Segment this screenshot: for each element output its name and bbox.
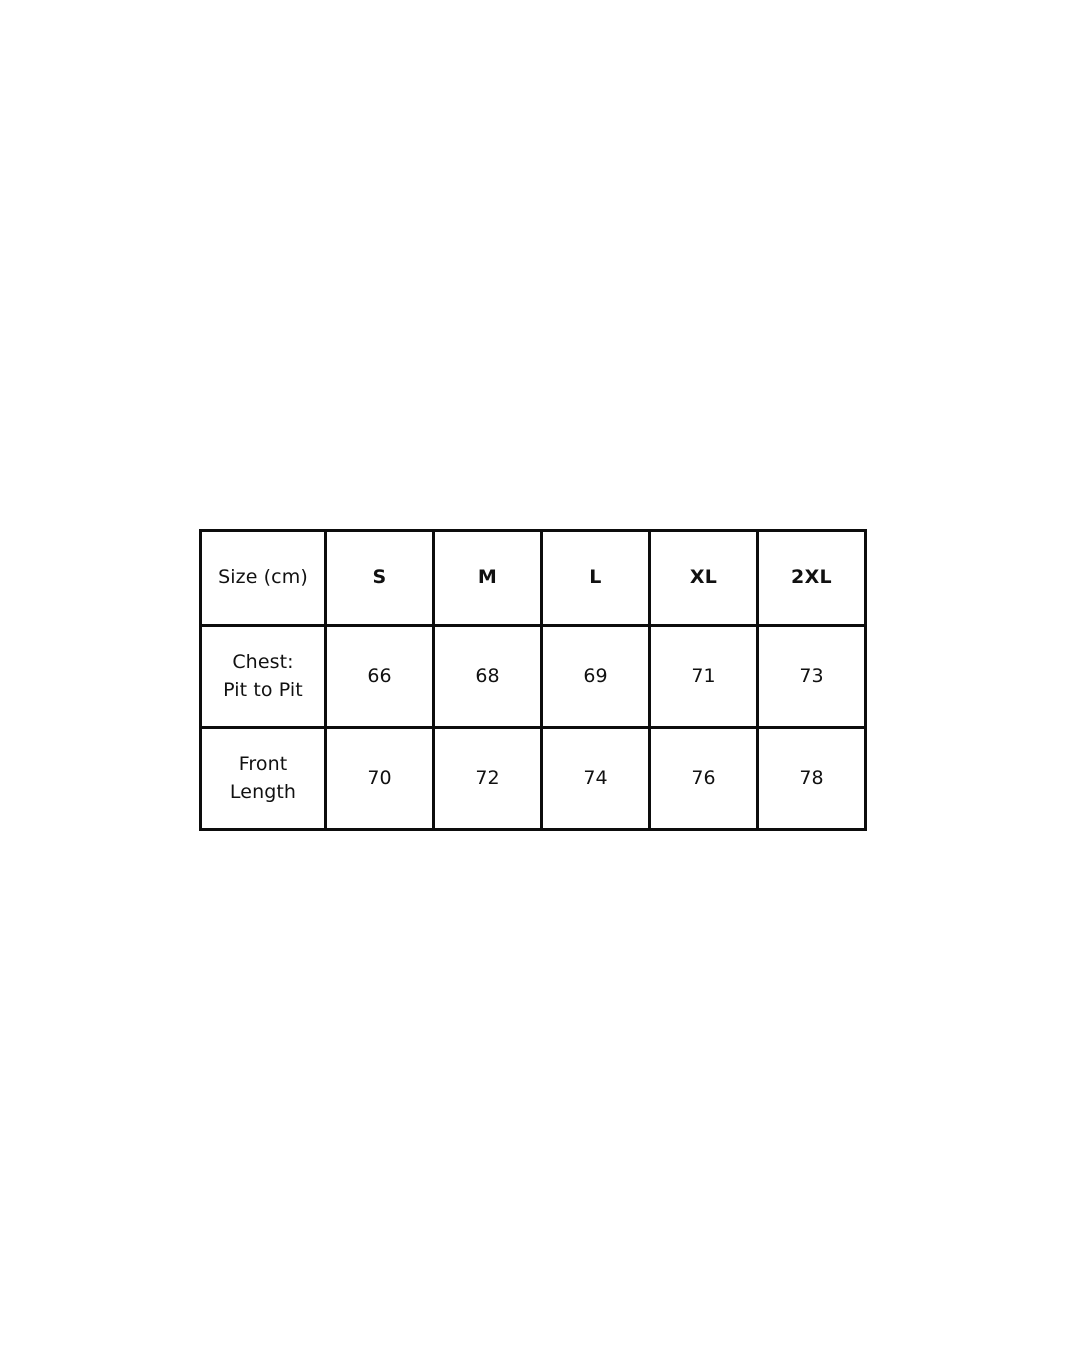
row-label-front-length-line2: Length	[229, 780, 297, 803]
table-row	[201, 626, 866, 728]
header-size-xl: XL	[650, 531, 758, 626]
cell-length-s: 70	[326, 728, 434, 830]
cell-chest-s: 66	[326, 626, 434, 728]
cell-chest-2xl: 73	[758, 626, 866, 728]
cell-length-l: 74	[542, 728, 650, 830]
cell-chest-xl: 71	[650, 626, 758, 728]
size-chart-container	[199, 529, 864, 831]
table-row	[201, 728, 866, 830]
row-label-chest-line2: Pit to Pit	[223, 678, 303, 701]
size-chart-table	[199, 529, 867, 831]
cell-length-m: 72	[434, 728, 542, 830]
row-label-front-length-line1: Front	[238, 752, 288, 775]
cell-length-xl: 76	[650, 728, 758, 830]
header-size-l: L	[542, 531, 650, 626]
row-label-chest-line1: Chest:	[232, 650, 294, 673]
cell-chest-m: 68	[434, 626, 542, 728]
row-label-chest	[201, 626, 326, 728]
header-size-unit-label: Size (cm)	[201, 531, 326, 626]
header-size-2xl: 2XL	[758, 531, 866, 626]
header-size-m: M	[434, 531, 542, 626]
table-header-row	[201, 531, 866, 626]
row-label-front-length	[201, 728, 326, 830]
cell-chest-l: 69	[542, 626, 650, 728]
cell-length-2xl: 78	[758, 728, 866, 830]
header-size-s: S	[326, 531, 434, 626]
